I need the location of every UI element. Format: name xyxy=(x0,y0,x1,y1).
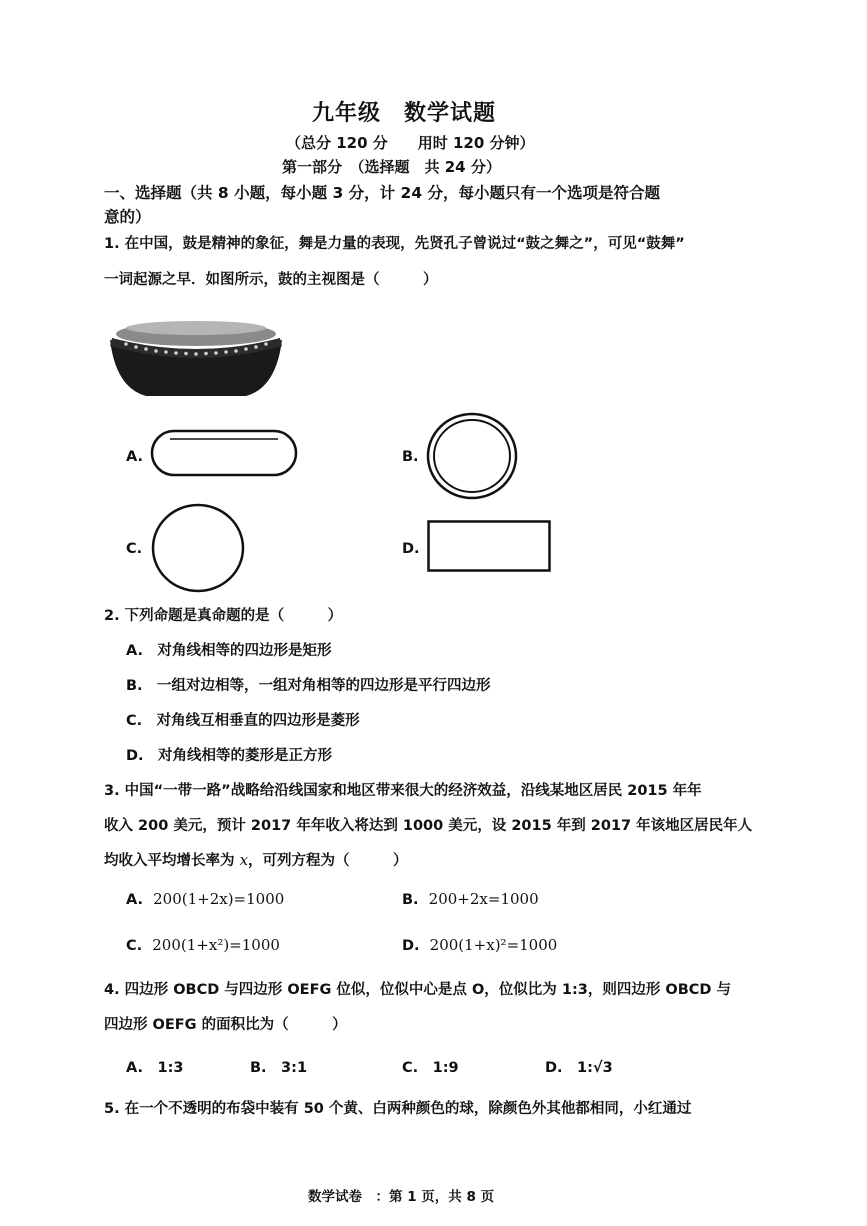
q3-option-a-expr: 200(1+2x)=1000 xyxy=(153,890,285,908)
q4-stem-line2: 四边形 OEFG 的面积比为（ ） xyxy=(104,1017,347,1033)
q1-option-b-figure xyxy=(426,412,518,500)
q1-stem-line2: 一词起源之早．如图所示，鼓的主视图是（ ） xyxy=(104,272,438,288)
q2-option-a: A. 对角线相等的四边形是矩形 xyxy=(126,643,332,659)
q4-stem-line1: 4. 四边形 OBCD 与四边形 OEFG 位似，位似中心是点 O，位似比为 1:3，则四边形 OBCD 与 xyxy=(104,982,731,998)
q3-option-b-label: B. xyxy=(402,892,419,908)
q4-option-b: B. 3:1 xyxy=(250,1060,308,1076)
q3-stem-line2: 收入 200 美元，预计 2017 年年收入将达到 1000 美元，设 2015 年到 2017 年该地区居民年人 xyxy=(104,818,753,834)
drum-image xyxy=(106,316,286,402)
q1-stem-line1: 1. 在中国，鼓是精神的象征，舞是力量的表现，先贤孔子曾说过“鼓之舞之”，可见“鼓舞” xyxy=(104,236,685,252)
q4-option-d: D. 1:√3 xyxy=(545,1060,613,1076)
q2-option-b: B. 一组对边相等，一组对角相等的四边形是平行四边形 xyxy=(126,678,491,694)
q1-option-b-label: B. xyxy=(402,449,419,465)
part-heading: 第一部分 （选择题 共 24 分） xyxy=(282,158,501,176)
q5-stem-line1: 5. 在一个不透明的布袋中装有 50 个黄、白两种颜色的球，除颜色外其他都相同，小红通过 xyxy=(104,1101,692,1117)
q4-option-c: C. 1:9 xyxy=(402,1060,459,1076)
q3-option-d xyxy=(402,936,557,954)
q2-option-c: C. 对角线互相垂直的四边形是菱形 xyxy=(126,713,360,729)
q1-option-c-figure xyxy=(151,503,245,593)
q3-option-d-label: D. xyxy=(402,938,420,954)
exam-title: 九年级 数学试题 xyxy=(312,101,497,126)
q4-option-a: A. 1:3 xyxy=(126,1060,184,1076)
section-heading-line1: 一、选择题（共 8 小题，每小题 3 分，计 24 分，每小题只有一个选项是符合题 xyxy=(104,184,661,202)
q2-stem: 2. 下列命题是真命题的是（ ） xyxy=(104,608,343,624)
section-heading-line2: 意的） xyxy=(104,208,151,226)
q3-option-c xyxy=(126,936,280,954)
q1-option-a-label: A. xyxy=(126,449,143,465)
q3-stem-line3 xyxy=(104,849,408,870)
q3-variable-x: x xyxy=(239,851,249,869)
q2-option-d: D. 对角线相等的菱形是正方形 xyxy=(126,748,333,764)
q3-stem-line3-pre: 均收入平均增长率为 xyxy=(104,853,240,869)
q3-stem-line1: 3. 中国“一带一路”战略给沿线国家和地区带来很大的经济效益，沿线某地区居民 2015 年年 xyxy=(104,783,702,799)
q1-option-c-label: C. xyxy=(126,541,143,557)
q3-option-d-expr: 200(1+x)²=1000 xyxy=(429,936,558,954)
q3-option-b xyxy=(402,890,539,908)
q1-option-d-figure xyxy=(427,520,551,572)
q3-option-b-expr: 200+2x=1000 xyxy=(428,890,539,908)
q3-option-c-expr: 200(1+x²)=1000 xyxy=(152,936,280,954)
exam-subtitle: （总分 120 分 用时 120 分钟） xyxy=(286,134,535,152)
page-footer: 数学试卷 ：第 1 页，共 8 页 xyxy=(308,1189,495,1205)
q1-option-d-label: D. xyxy=(402,541,420,557)
q3-stem-line3-post: ，可列方程为（ ） xyxy=(248,853,408,869)
q3-option-c-label: C. xyxy=(126,938,143,954)
q1-option-a-figure xyxy=(150,429,298,477)
q3-option-a xyxy=(126,890,284,908)
q3-option-a-label: A. xyxy=(126,892,143,908)
